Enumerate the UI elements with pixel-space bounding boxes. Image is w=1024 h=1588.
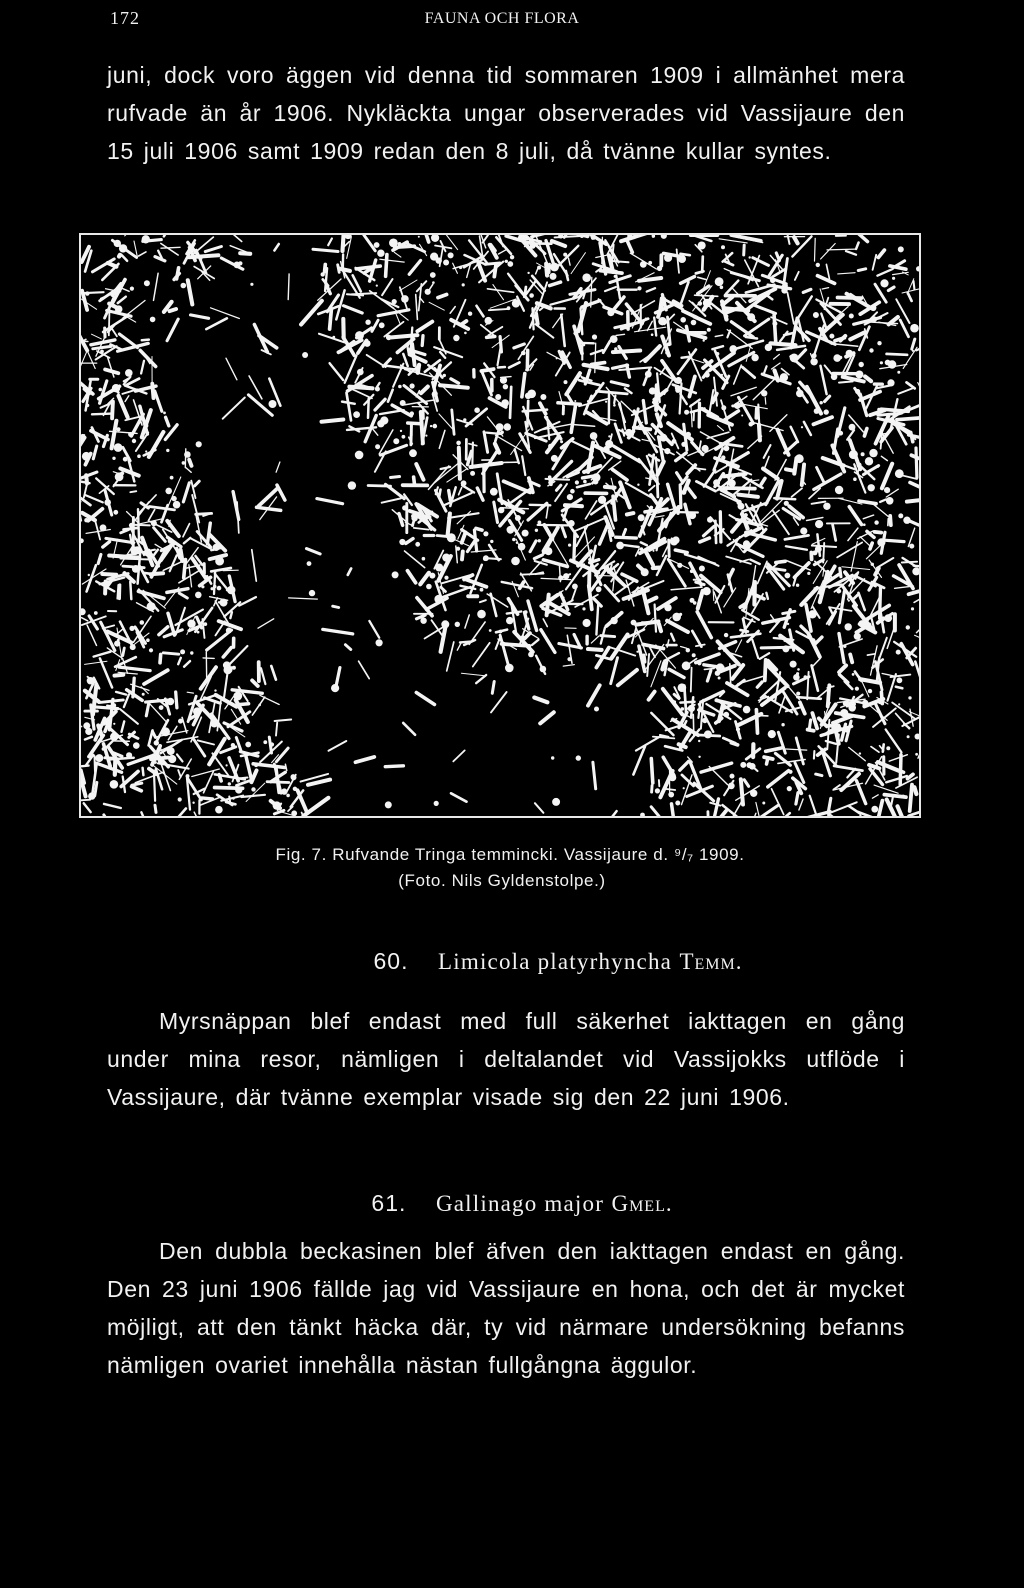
section-number: 60. xyxy=(373,948,409,974)
section-number: 61. xyxy=(371,1190,407,1216)
page-number: 172 xyxy=(110,8,140,28)
photograph-texture xyxy=(81,235,919,816)
photograph-nesting-bird xyxy=(79,233,921,818)
species-author: Temm. xyxy=(679,949,743,974)
figure-caption: Fig. 7. Rufvande Tringa temmincki. Vassijaure d. ⁹/₇ 1909. xyxy=(275,845,745,864)
section-heading-61 xyxy=(0,1190,1024,1217)
figure-credit: (Foto. Nils Gyldenstolpe.) xyxy=(398,871,606,890)
species-name: Limicola platyrhyncha xyxy=(438,949,673,974)
running-title: FAUNA OCH FLORA xyxy=(424,10,580,27)
paragraph-gallinago: Den dubbla beckasinen blef äfven den iakttagen endast en gång. Den 23 juni 1906 fällde jag vid Vassijaure en hona, och det är mycket möjligt, att den tänkt häcka där, ty vid närmare undersökning befanns nämligen ovariet innehålla nästan fullgångna äggulor. xyxy=(107,1238,905,1378)
species-name: Gallinago major xyxy=(435,1191,605,1216)
paragraph-limicola: Myrsnäppan blef endast med full säkerhet iakttagen en gång under mina resor, nämligen i deltalandet vid Vassijokks utflöde i Vassijaure, där tvänne exemplar visade sig den 22 juni 1906. xyxy=(107,1008,905,1110)
section-heading-60 xyxy=(0,948,1024,975)
paragraph-intro: juni, dock voro äggen vid denna tid sommaren 1909 i allmänhet mera rufvade än år 1906. Nykläckta ungar observerades vid Vassijaure den 15 juli 1906 samt 1909 redan den 8 juli, då tvänne kullar syntes. xyxy=(107,62,905,164)
species-author: Gmel. xyxy=(611,1191,673,1216)
